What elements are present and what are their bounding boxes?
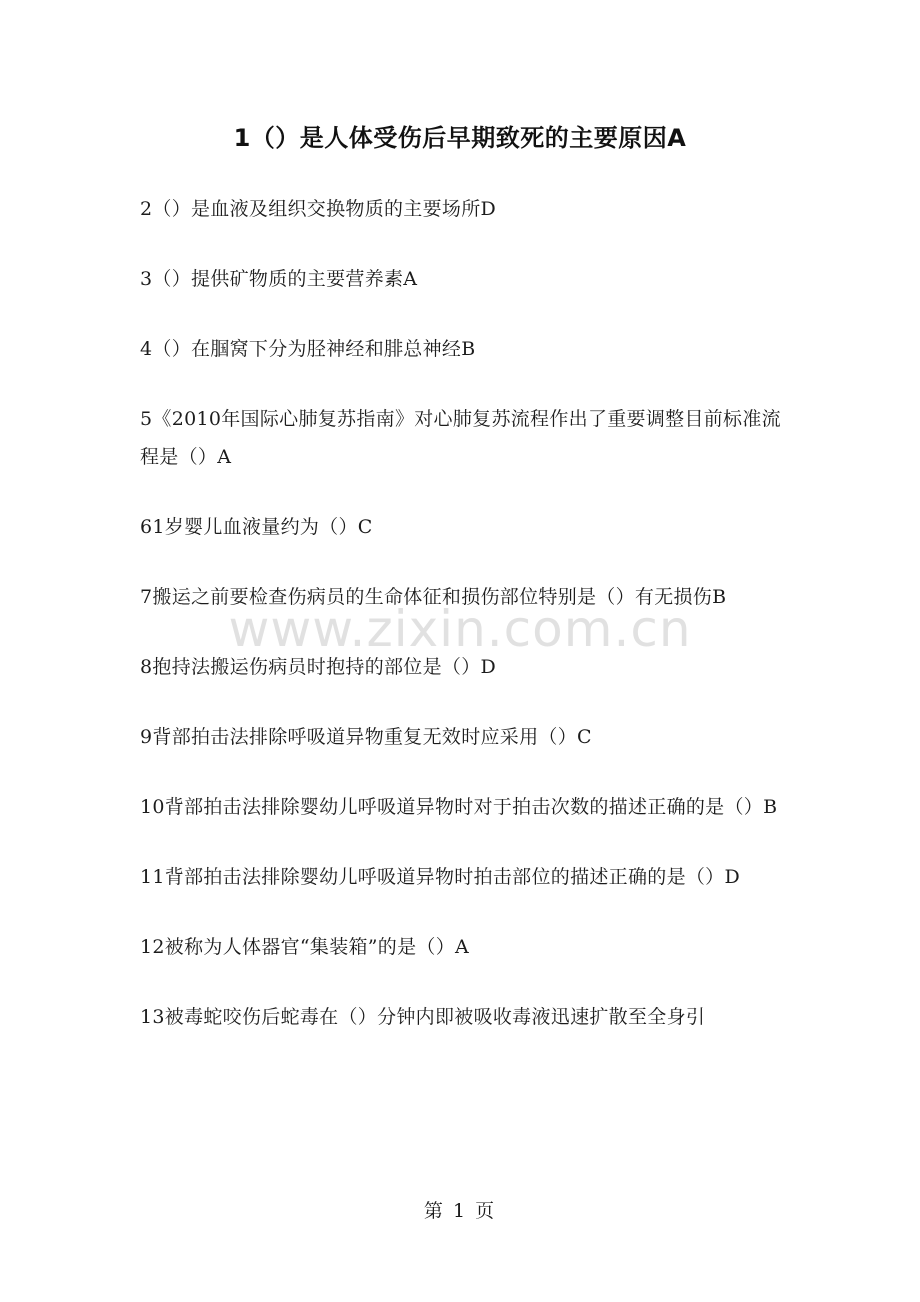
question-item-9: 9背部拍击法排除呼吸道异物重复无效时应采用（）C — [140, 726, 592, 748]
question-list — [140, 190, 800, 1068]
question-item-5: 5《2010年国际心肺复苏指南》对心肺复苏流程作出了重要调整目前标准流程是（）A — [140, 408, 781, 468]
question-item-6: 61岁婴儿血液量约为（）C — [140, 516, 373, 538]
question-item-4: 4（）在腘窝下分为胫神经和腓总神经B — [140, 338, 476, 360]
question-item-3: 3（）提供矿物质的主要营养素A — [140, 268, 418, 290]
question-item-8: 8抱持法搬运伤病员时抱持的部位是（）D — [140, 656, 497, 678]
question-item-10: 10背部拍击法排除婴幼儿呼吸道异物时对于拍击次数的描述正确的是（）B — [140, 796, 778, 818]
question-item-13: 13被毒蛇咬伤后蛇毒在（）分钟内即被吸收毒液迅速扩散至全身引 — [140, 1006, 706, 1028]
watermark: www.zixin.com.cn — [228, 600, 692, 658]
question-item-2: 2（）是血液及组织交换物质的主要场所D — [140, 198, 497, 220]
question-item-12: 12被称为人体器官“集装箱”的是（）A — [140, 936, 470, 958]
page-title: 1（）是人体受伤后早期致死的主要原因A — [233, 124, 687, 152]
question-item-11: 11背部拍击法排除婴幼儿呼吸道异物时拍击部位的描述正确的是（）D — [140, 866, 741, 888]
question-item-7: 7搬运之前要检查伤病员的生命体征和损伤部位特别是（）有无损伤B — [140, 586, 727, 608]
page-number: 第 1 页 — [423, 1200, 497, 1222]
